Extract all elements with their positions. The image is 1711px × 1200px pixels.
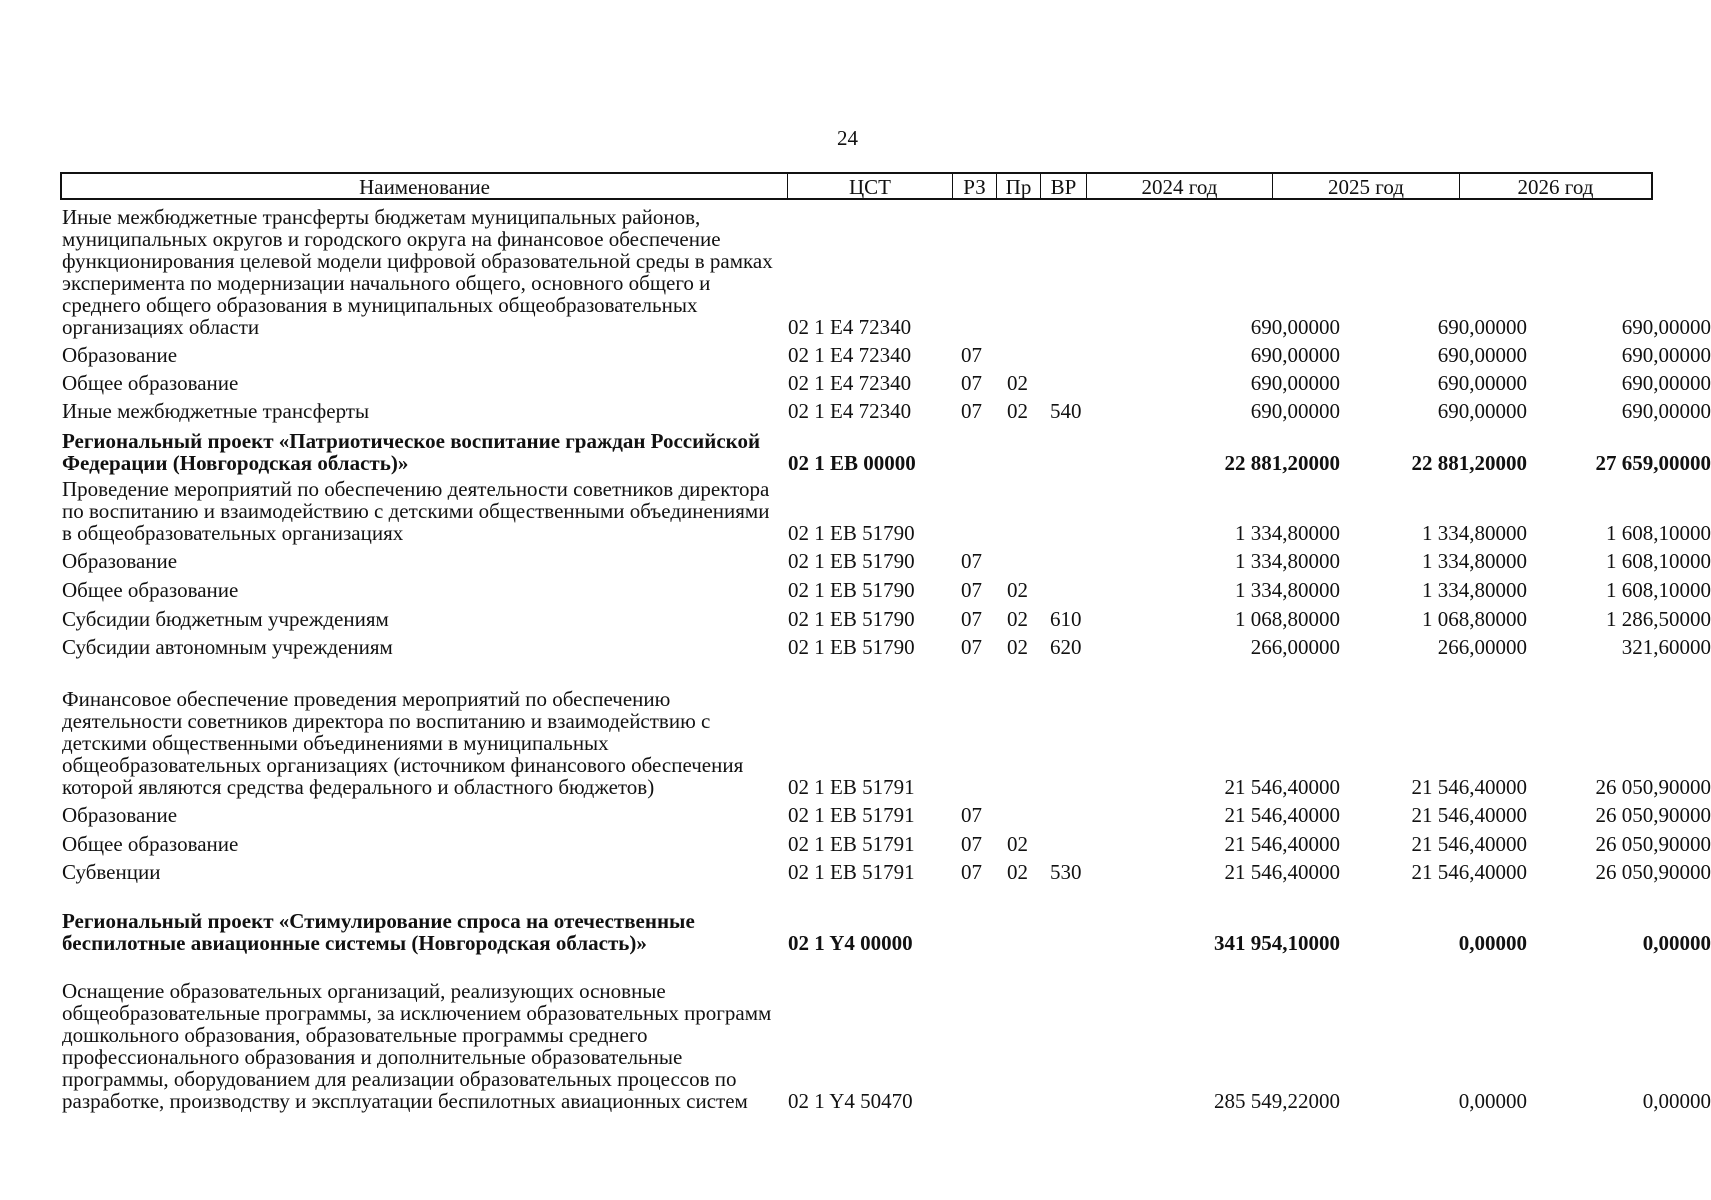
row-pr: 02 bbox=[1007, 635, 1028, 659]
row-2025: 21 546,40000 bbox=[1411, 775, 1527, 799]
row-vr: 540 bbox=[1050, 399, 1082, 423]
page-number: 24 bbox=[837, 126, 858, 150]
row-2025: 1 334,80000 bbox=[1422, 578, 1527, 602]
row-rz: 07 bbox=[961, 832, 982, 856]
row-2026: 1 608,10000 bbox=[1606, 578, 1711, 602]
row-name: Субсидии бюджетным учреждениям bbox=[62, 607, 389, 631]
row-cst: 02 1 EB 51790 bbox=[788, 635, 915, 659]
row-name: Образование bbox=[62, 343, 178, 367]
row-2025: 690,00000 bbox=[1437, 343, 1527, 367]
row-2025: 690,00000 bbox=[1437, 315, 1527, 339]
header-rz: РЗ bbox=[952, 174, 996, 198]
table-row bbox=[60, 546, 1711, 573]
row-2026: 1 608,10000 bbox=[1606, 521, 1711, 545]
row-name: Образование bbox=[62, 549, 178, 573]
row-2024: 341 954,10000 bbox=[1214, 931, 1340, 955]
row-rz: 07 bbox=[961, 399, 982, 423]
row-name: Региональный проект «Патриотическое воспитание граждан Российской Федерации (Новгородская область)» bbox=[62, 429, 761, 475]
header-2026: 2026 год bbox=[1459, 174, 1651, 198]
row-2025: 1 334,80000 bbox=[1422, 521, 1527, 545]
table-row bbox=[60, 575, 1711, 602]
row-name: Субвенции bbox=[62, 860, 161, 884]
row-cst: 02 1 EB 51791 bbox=[788, 832, 915, 856]
table-row bbox=[60, 604, 1711, 631]
row-2024: 285 549,22000 bbox=[1214, 1089, 1340, 1113]
table-row bbox=[60, 632, 1711, 659]
row-2024: 21 546,40000 bbox=[1224, 860, 1340, 884]
row-name: Проведение мероприятий по обеспечению деятельности советников директора по воспитанию и взаимодействию с детскими общественными объединениями в общеобразовательных организациях bbox=[62, 477, 770, 545]
row-pr: 02 bbox=[1007, 832, 1028, 856]
row-name: Общее образование bbox=[62, 832, 239, 856]
row-pr: 02 bbox=[1007, 860, 1028, 884]
row-2025: 266,00000 bbox=[1437, 635, 1527, 659]
row-cst: 02 1 Y4 00000 bbox=[788, 931, 913, 955]
row-name: Общее образование bbox=[62, 578, 239, 602]
row-vr: 530 bbox=[1050, 860, 1082, 884]
row-2025: 1 068,80000 bbox=[1422, 607, 1527, 631]
row-name: Образование bbox=[62, 803, 178, 827]
header-cst: ЦСТ bbox=[787, 174, 952, 198]
table-header bbox=[60, 172, 1653, 200]
row-rz: 07 bbox=[961, 803, 982, 827]
row-2024: 690,00000 bbox=[1250, 315, 1340, 339]
row-2025: 690,00000 bbox=[1437, 371, 1527, 395]
row-name: Финансовое обеспечение проведения мероприятий по обеспечению деятельности советников директора по воспитанию и взаимодействию с детскими общественными объединениями в муниципальных общеобразовательных организациях (источником финансового обеспечения которой являются средства федерального и областного бюджетов) bbox=[62, 687, 744, 799]
header-2025: 2025 год bbox=[1272, 174, 1459, 198]
row-2026: 690,00000 bbox=[1621, 371, 1711, 395]
row-cst: 02 1 EB 51791 bbox=[788, 775, 915, 799]
header-2024: 2024 год bbox=[1086, 174, 1272, 198]
table-row bbox=[60, 476, 1711, 545]
header-name: Наименование bbox=[359, 175, 490, 199]
row-2024: 690,00000 bbox=[1250, 371, 1340, 395]
row-2024: 1 068,80000 bbox=[1235, 607, 1340, 631]
table-row bbox=[60, 426, 1711, 475]
table-row bbox=[60, 205, 1711, 339]
row-2024: 21 546,40000 bbox=[1224, 775, 1340, 799]
row-2024: 1 334,80000 bbox=[1235, 521, 1340, 545]
header-vr: ВР bbox=[1040, 174, 1086, 198]
row-name: Иные межбюджетные трансферты bbox=[62, 399, 370, 423]
row-pr: 02 bbox=[1007, 607, 1028, 631]
row-name: Иные межбюджетные трансферты бюджетам муниципальных районов, муниципальных округов и городского округа на финансовое обеспечение функционирования целевой модели цифровой образовательной среды в рамках эксперимента по модернизации начального общего, основного общего и среднего общего образования в муниципальных общеобразовательных организациях области bbox=[62, 205, 773, 339]
row-2026: 26 050,90000 bbox=[1595, 860, 1711, 884]
row-vr: 620 bbox=[1050, 635, 1082, 659]
row-2026: 321,60000 bbox=[1621, 635, 1711, 659]
row-2025: 21 546,40000 bbox=[1411, 803, 1527, 827]
row-2026: 1 286,50000 bbox=[1606, 607, 1711, 631]
row-2026: 0,00000 bbox=[1642, 1089, 1711, 1113]
row-pr: 02 bbox=[1007, 399, 1028, 423]
row-rz: 07 bbox=[961, 860, 982, 884]
table-row bbox=[60, 340, 1711, 367]
row-rz: 07 bbox=[961, 635, 982, 659]
row-name: Субсидии автономным учреждениям bbox=[62, 635, 393, 659]
row-cst: 02 1 EB 51790 bbox=[788, 549, 915, 573]
row-name: Общее образование bbox=[62, 371, 239, 395]
row-2024: 690,00000 bbox=[1250, 399, 1340, 423]
row-2024: 21 546,40000 bbox=[1224, 803, 1340, 827]
row-pr: 02 bbox=[1007, 578, 1028, 602]
row-name: Оснащение образовательных организаций, реализующих основные общеобразовательные программы, за исключением образовательных программ дошкольного образования, образовательные программы среднего профессионального образования и дополнительные образовательные программы, оборудованием для реализации образовательных процессов по разработке, производству и эксплуатации беспилотных авиационных систем bbox=[62, 979, 772, 1113]
row-2024: 266,00000 bbox=[1250, 635, 1340, 659]
row-2025: 690,00000 bbox=[1437, 399, 1527, 423]
row-cst: 02 1 EB 00000 bbox=[788, 451, 916, 475]
row-2025: 0,00000 bbox=[1458, 931, 1527, 955]
table-row bbox=[60, 660, 1711, 799]
row-cst: 02 1 EB 51791 bbox=[788, 803, 915, 827]
row-cst: 02 1 EB 51791 bbox=[788, 860, 915, 884]
row-vr: 610 bbox=[1050, 607, 1082, 631]
row-2025: 21 546,40000 bbox=[1411, 860, 1527, 884]
row-cst: 02 1 EB 51790 bbox=[788, 521, 915, 545]
row-rz: 07 bbox=[961, 371, 982, 395]
row-cst: 02 1 Y4 50470 bbox=[788, 1089, 913, 1113]
row-2025: 0,00000 bbox=[1458, 1089, 1527, 1113]
table-row bbox=[60, 886, 1711, 955]
row-2026: 26 050,90000 bbox=[1595, 775, 1711, 799]
header-pr: Пр bbox=[996, 174, 1040, 198]
table-row bbox=[60, 368, 1711, 395]
row-name: Региональный проект «Стимулирование спроса на отечественные беспилотные авиационные системы (Новгородская область)» bbox=[62, 909, 695, 955]
row-2024: 22 881,20000 bbox=[1224, 451, 1340, 475]
row-cst: 02 1 E4 72340 bbox=[788, 343, 912, 367]
row-2025: 21 546,40000 bbox=[1411, 832, 1527, 856]
row-cst: 02 1 E4 72340 bbox=[788, 399, 912, 423]
row-rz: 07 bbox=[961, 607, 982, 631]
row-2026: 1 608,10000 bbox=[1606, 549, 1711, 573]
row-2024: 1 334,80000 bbox=[1235, 578, 1340, 602]
row-2026: 690,00000 bbox=[1621, 315, 1711, 339]
row-rz: 07 bbox=[961, 549, 982, 573]
row-2025: 1 334,80000 bbox=[1422, 549, 1527, 573]
row-2024: 690,00000 bbox=[1250, 343, 1340, 367]
row-cst: 02 1 E4 72340 bbox=[788, 371, 912, 395]
row-2026: 26 050,90000 bbox=[1595, 832, 1711, 856]
row-rz: 07 bbox=[961, 578, 982, 602]
row-2026: 690,00000 bbox=[1621, 399, 1711, 423]
row-2024: 1 334,80000 bbox=[1235, 549, 1340, 573]
row-2024: 21 546,40000 bbox=[1224, 832, 1340, 856]
table-row bbox=[60, 956, 1711, 1113]
table-row bbox=[60, 857, 1711, 884]
table-row bbox=[60, 396, 1711, 423]
row-cst: 02 1 E4 72340 bbox=[788, 315, 912, 339]
row-2026: 27 659,00000 bbox=[1595, 451, 1711, 475]
row-2026: 0,00000 bbox=[1642, 931, 1711, 955]
row-2026: 26 050,90000 bbox=[1595, 803, 1711, 827]
row-cst: 02 1 EB 51790 bbox=[788, 578, 915, 602]
table-row bbox=[60, 829, 1711, 856]
row-cst: 02 1 EB 51790 bbox=[788, 607, 915, 631]
table-row bbox=[60, 800, 1711, 827]
row-2026: 690,00000 bbox=[1621, 343, 1711, 367]
row-rz: 07 bbox=[961, 343, 982, 367]
row-2025: 22 881,20000 bbox=[1411, 451, 1527, 475]
row-pr: 02 bbox=[1007, 371, 1028, 395]
